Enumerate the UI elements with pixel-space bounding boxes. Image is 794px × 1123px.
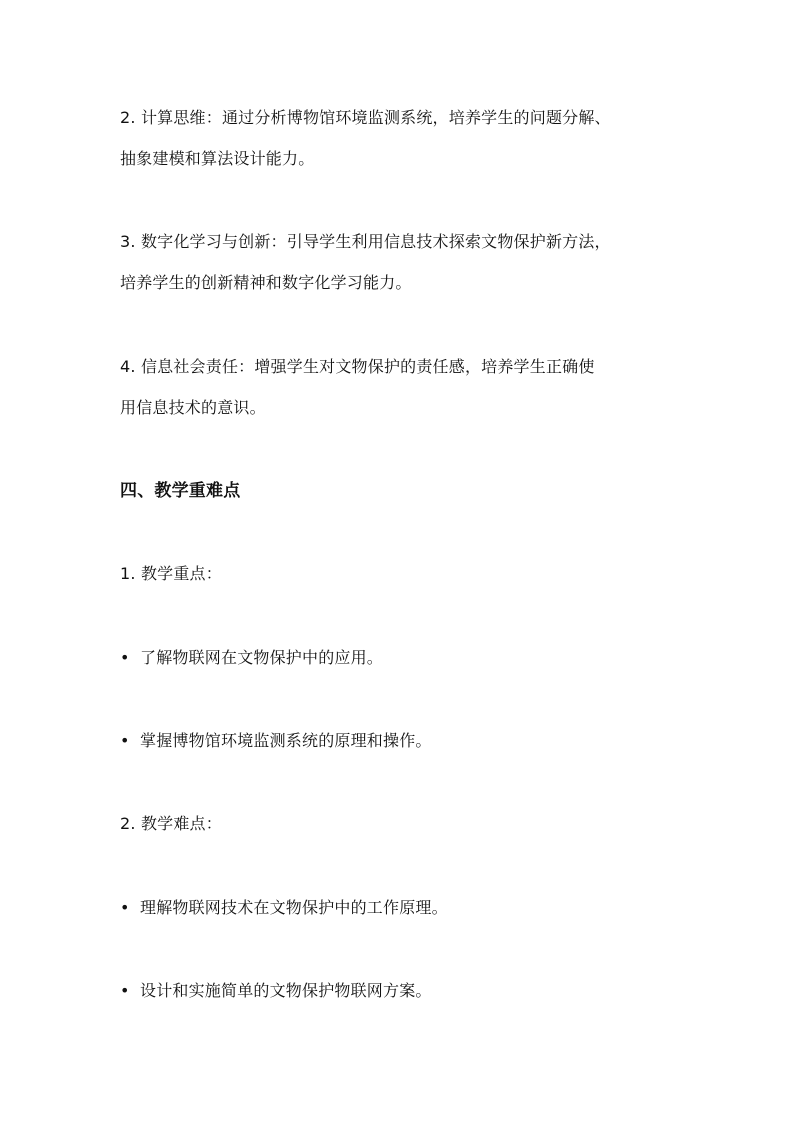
list-item — [120, 647, 383, 669]
list-item-text: 理解物联网技术在文物保护中的工作原理。 — [140, 898, 448, 917]
key-points-label: 1. 教学重点： — [120, 564, 222, 583]
bullet-icon: • — [120, 898, 130, 917]
paragraph-computational-thinking-line1: 2. 计算思维：通过分析博物馆环境监测系统，培养学生的问题分解、 — [120, 108, 611, 127]
bullet-icon: • — [120, 648, 130, 667]
paragraph-social-responsibility-line2: 用信息技术的意识。 — [120, 398, 266, 417]
list-item-text: 掌握博物馆环境监测系统的原理和操作。 — [140, 731, 432, 750]
list-item — [120, 980, 432, 1002]
section-heading: 四、教学重难点 — [120, 481, 241, 501]
bullet-icon: • — [120, 731, 130, 750]
difficulties-label: 2. 教学难点： — [120, 814, 222, 833]
list-item-text: 设计和实施简单的文物保护物联网方案。 — [140, 981, 432, 1000]
bullet-icon: • — [120, 981, 130, 1000]
paragraph-digital-learning-line2: 培养学生的创新精神和数字化学习能力。 — [120, 273, 412, 292]
paragraph-digital-learning-line1: 3. 数字化学习与创新：引导学生利用信息技术探索文物保护新方法， — [120, 232, 611, 251]
list-item — [120, 730, 432, 752]
paragraph-social-responsibility-line1: 4. 信息社会责任：增强学生对文物保护的责任感，培养学生正确使 — [120, 357, 595, 376]
list-item — [120, 897, 448, 919]
paragraph-computational-thinking-line2: 抽象建模和算法设计能力。 — [120, 149, 315, 168]
list-item-text: 了解物联网在文物保护中的应用。 — [140, 648, 384, 667]
